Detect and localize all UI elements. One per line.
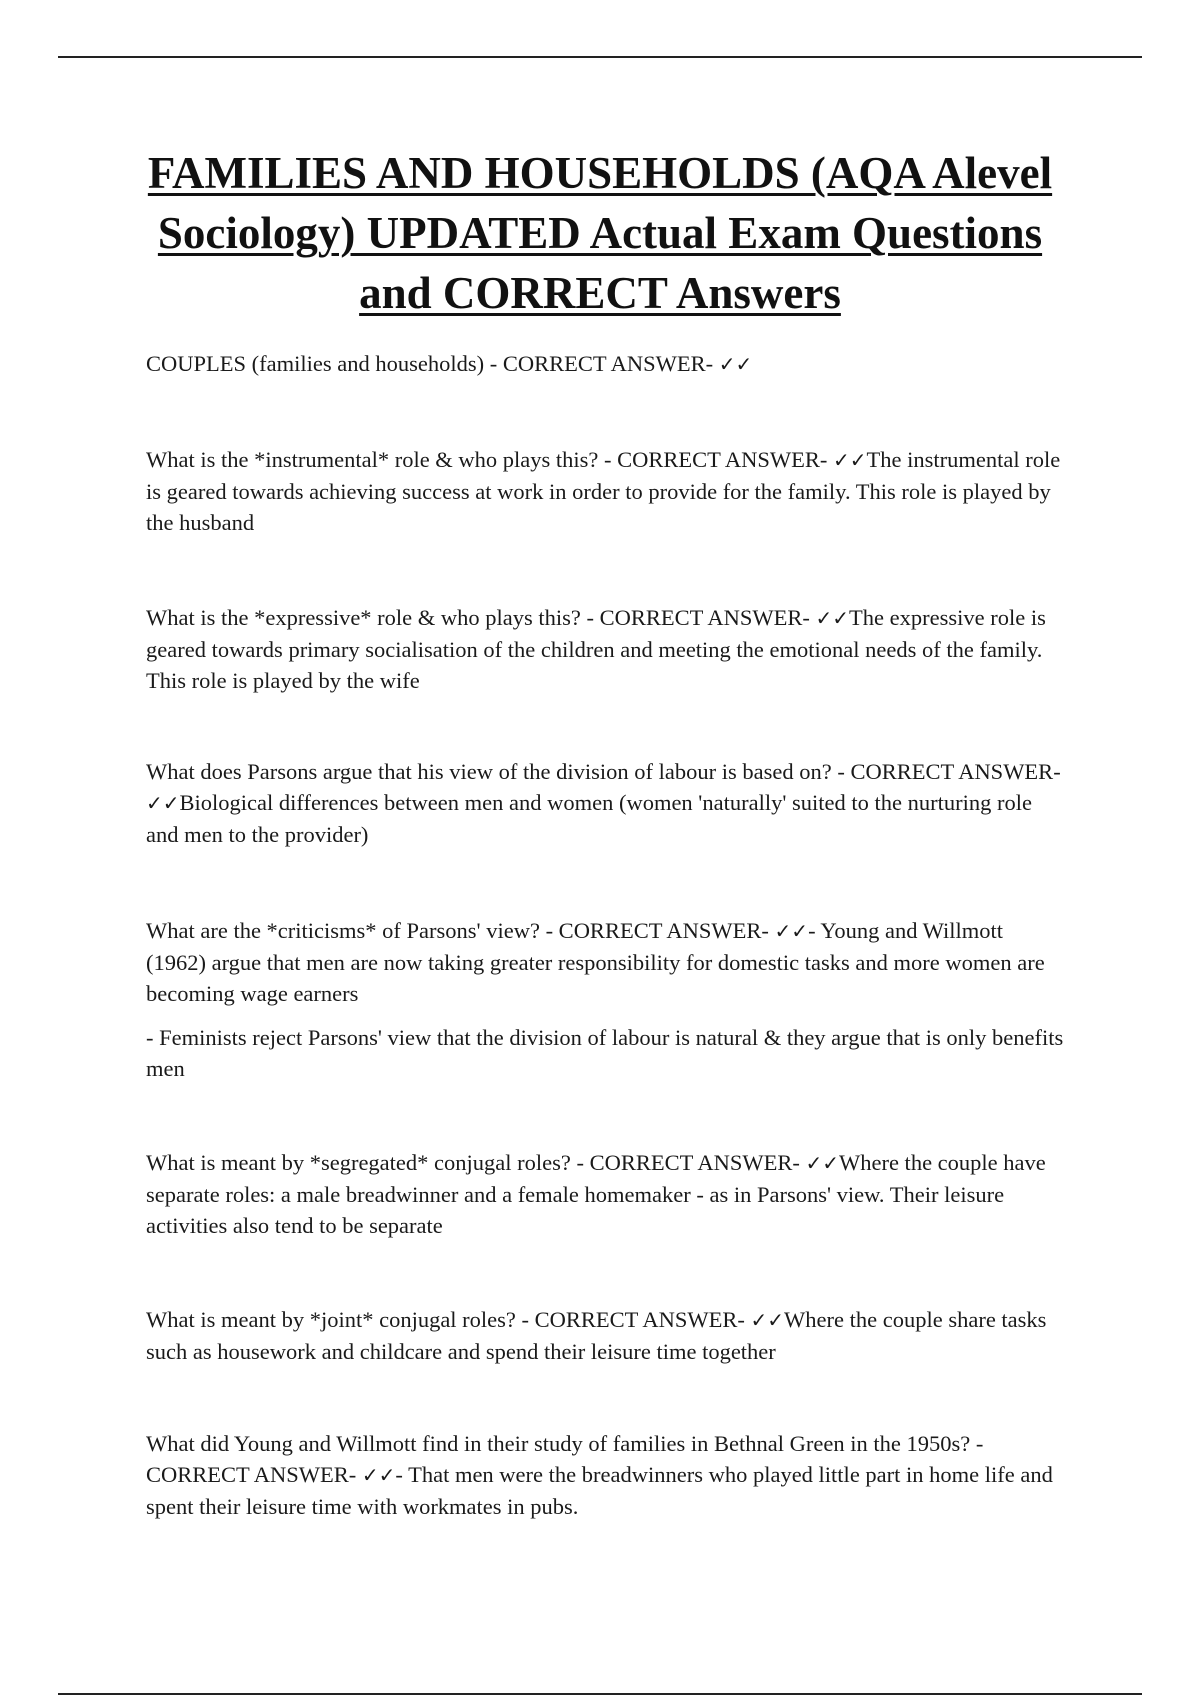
answer-text: Where the couple share tasks such as housework and childcare and spend their leisure time together <box>146 1307 1047 1364</box>
qa-entry-8 <box>146 1428 1066 1522</box>
question-text: What did Young and Willmott find in their study of families in Bethnal Green in the 1950s? <box>146 1431 976 1456</box>
qa-entry-1 <box>146 348 1066 380</box>
answer-text: The expressive role is geared towards primary socialisation of the children and meeting the emotional needs of the family. This role is played by the wife <box>146 605 1046 693</box>
answer-marker: - CORRECT ANSWER- <box>521 1307 751 1332</box>
qa-entry-5 <box>146 915 1066 1009</box>
bottom-rule <box>58 1693 1142 1695</box>
answer-text: - That men were the breadwinners who played little part in home life and spent their leisure time with workmates in pubs. <box>146 1462 1053 1519</box>
question-text: What is the *instrumental* role & who plays this? <box>146 447 605 472</box>
checkmark-icon: ✓✓ <box>774 919 809 943</box>
question-text: What is meant by *segregated* conjugal roles? <box>146 1150 577 1175</box>
checkmark-icon: ✓✓ <box>833 448 867 472</box>
checkmark-icon: ✓✓ <box>146 791 180 815</box>
question-text: COUPLES (families and households) <box>146 351 490 376</box>
checkmark-icon: ✓✓ <box>361 1463 396 1487</box>
checkmark-icon: ✓✓ <box>718 352 753 376</box>
answer-marker: - CORRECT ANSWER- <box>837 759 1061 784</box>
question-text: What is the *expressive* role & who plays this? <box>146 605 587 630</box>
answer-marker: - CORRECT ANSWER- <box>146 1431 984 1487</box>
answer-marker: - CORRECT ANSWER- <box>576 1150 806 1175</box>
checkmark-icon: ✓✓ <box>805 1151 839 1175</box>
qa-entry-2 <box>146 444 1066 538</box>
answer-marker: - CORRECT ANSWER- <box>489 351 719 376</box>
answer-text: - Feminists reject Parsons' view that the division of labour is natural & they argue that is only benefits men <box>146 1025 1064 1081</box>
answer-marker: - CORRECT ANSWER- <box>604 447 834 472</box>
qa-entry-5-continued <box>146 1022 1066 1084</box>
qa-entry-4 <box>146 756 1066 850</box>
answer-text: - Young and Willmott (1962) argue that men are now taking greater responsibility for domestic tasks and more women are becoming wage earners <box>146 918 1045 1006</box>
question-text: What is meant by *joint* conjugal roles? <box>146 1307 522 1332</box>
qa-entry-7 <box>146 1304 1066 1367</box>
answer-text: Biological differences between men and women (women 'naturally' suited to the nurturing role and men to the provider) <box>146 790 1032 847</box>
qa-entry-3 <box>146 602 1066 696</box>
top-rule <box>58 56 1142 58</box>
checkmark-icon: ✓✓ <box>750 1308 785 1332</box>
answer-marker: - CORRECT ANSWER- <box>545 918 775 943</box>
answer-marker: - CORRECT ANSWER- <box>586 605 816 630</box>
checkmark-icon: ✓✓ <box>815 606 850 630</box>
qa-entry-6 <box>146 1147 1066 1241</box>
answer-text: Where the couple have separate roles: a male breadwinner and a female homemaker - as in Parsons' view. Their leisure activities also tend to be separate <box>146 1150 1046 1238</box>
question-text: What are the *criticisms* of Parsons' view? <box>146 918 546 943</box>
answer-text: The instrumental role is geared towards achieving success at work in order to provide for the family. This role is played by the husband <box>146 447 1061 535</box>
document-title: FAMILIES AND HOUSEHOLDS (AQA Alevel Sociology) UPDATED Actual Exam Questions and CORRECT Answers <box>147 148 1053 318</box>
question-text: What does Parsons argue that his view of the division of labour is based on? <box>146 759 838 784</box>
